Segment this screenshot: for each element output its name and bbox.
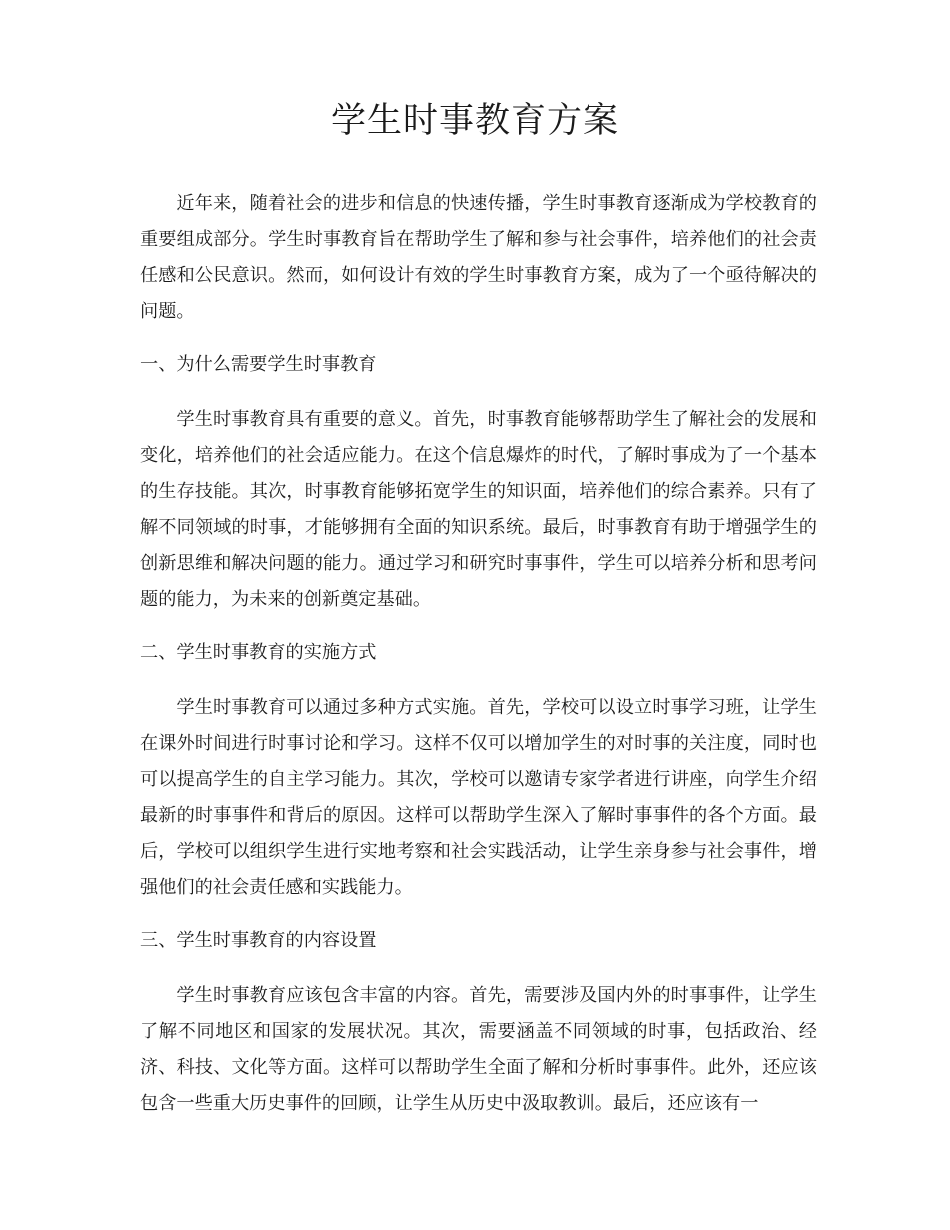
intro-paragraph: 近年来，随着社会的进步和信息的快速传播，学生时事教育逐渐成为学校教育的重要组成部分。学生时事教育旨在帮助学生了解和参与社会事件，培养他们的社会责任感和公民意识。然而，如何设计有效的学生时事教育方案，成为了一个亟待解决的问题。 [140,193,817,322]
section-paragraph-content: 学生时事教育应该包含丰富的内容。首先，需要涉及国内外的时事事件，让学生了解不同地区和国家的发展状况。其次，需要涵盖不同领域的时事，包括政治、经济、科技、文化等方面。这样可以帮助学生全面了解和分析时事事件。此外，还应该包含一些重大历史事件的回顾，让学生从历史中汲取教训。最后，还应该有一 [140,985,817,1114]
section-heading-content: 三、学生时事教育的内容设置 [140,930,377,951]
document-title: 学生时事教育方案 [330,101,619,141]
section-heading-why: 一、为什么需要学生时事教育 [140,354,377,375]
section-paragraph-implementation: 学生时事教育可以通过多种方式实施。首先，学校可以设立时事学习班，让学生在课外时间进行时事讨论和学习。这样不仅可以增加学生的对时事的关注度，同时也可以提高学生的自主学习能力。其次，学校可以邀请专家学者进行讲座，向学生介绍最新的时事事件和背后的原因。这样可以帮助学生深入了解时事事件的各个方面。最后，学校可以组织学生进行实地考察和社会实践活动，让学生亲身参与社会事件，增强他们的社会责任感和实践能力。 [140,697,817,898]
section-paragraph-why: 学生时事教育具有重要的意义。首先，时事教育能够帮助学生了解社会的发展和变化，培养他们的社会适应能力。在这个信息爆炸的时代，了解时事成为了一个基本的生存技能。其次，时事教育能够拓宽学生的知识面，培养他们的综合素养。只有了解不同领域的时事，才能够拥有全面的知识系统。最后，时事教育有助于增强学生的创新思维和解决问题的能力。通过学习和研究时事事件，学生可以培养分析和思考问题的能力，为未来的创新奠定基础。 [140,409,817,610]
section-heading-implementation: 二、学生时事教育的实施方式 [140,642,377,663]
